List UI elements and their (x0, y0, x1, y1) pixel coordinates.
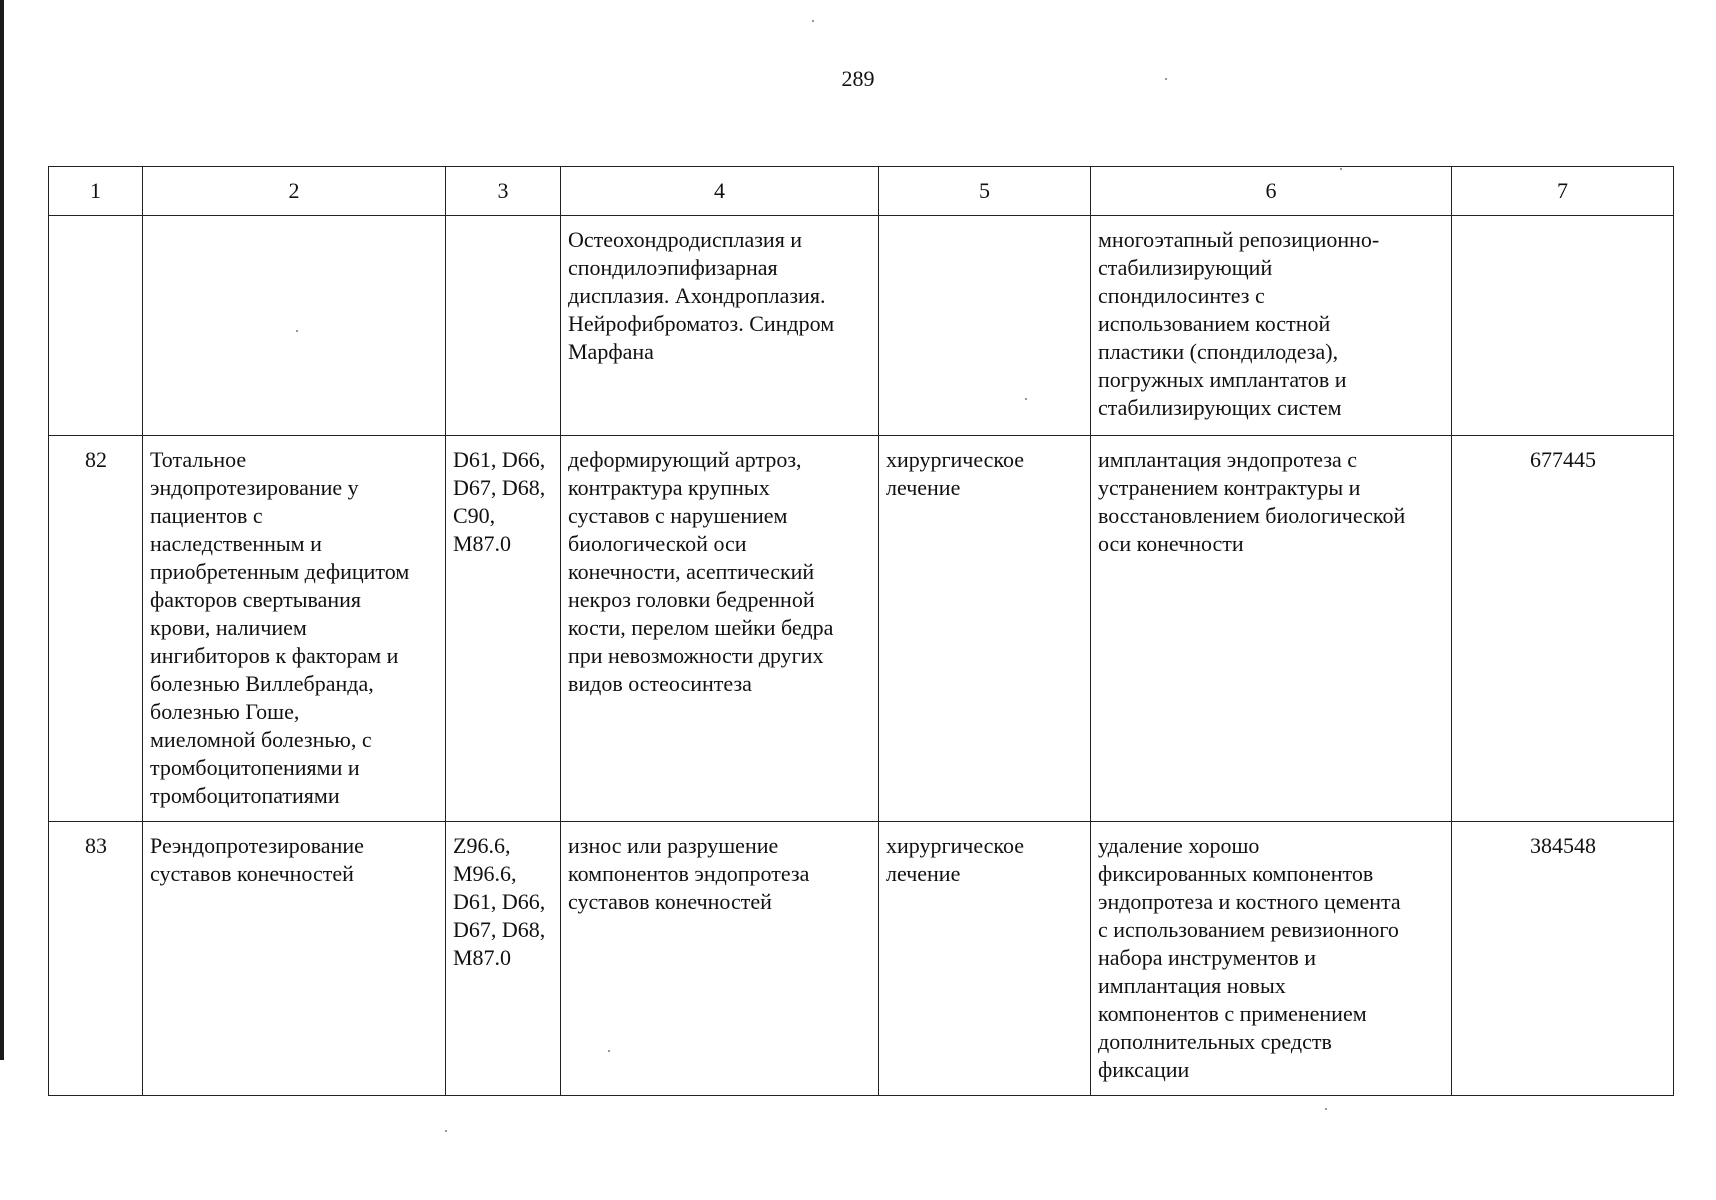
text-line: дисплазия. Ахондроплазия. (568, 283, 826, 308)
text-line: D67, D68, (453, 475, 546, 500)
text-line: фиксированных компонентов (1098, 861, 1374, 886)
text-line: устранением контрактуры и (1098, 475, 1361, 500)
cell-name (143, 822, 446, 1096)
cell-number: 83 (49, 822, 143, 1096)
page-number: 289 (841, 66, 875, 91)
text-line: износ или разрушение (568, 833, 779, 858)
text-line: с использованием ревизионного (1098, 917, 1399, 942)
cell-diagnosis (561, 822, 879, 1096)
text-line: компонентов с применением (1098, 1001, 1367, 1026)
text-line: болезнью Гоше, (150, 699, 300, 724)
text-line: Тотальное (150, 447, 247, 472)
scan-speck (1325, 1108, 1327, 1110)
text-line: имплантация эндопротеза с (1098, 447, 1358, 472)
text-line: тромбоцитопениями и (150, 755, 360, 780)
text-line: пациентов с (150, 503, 263, 528)
column-header-5: 5 (879, 167, 1091, 216)
text-line: многоэтапный репозиционно- (1098, 227, 1380, 252)
cell-cost (1452, 216, 1674, 436)
scan-speck (296, 330, 298, 332)
text-line: набора инструментов и (1098, 945, 1317, 970)
cell-codes (446, 436, 561, 822)
text-line: оси конечности (1098, 531, 1244, 556)
text-line: суставов конечностей (150, 861, 354, 886)
column-header-2: 2 (143, 167, 446, 216)
text-line: M96.6, (453, 861, 517, 886)
cell-cost: 677445 (1452, 436, 1674, 822)
column-header-6: 6 (1091, 167, 1452, 216)
text-line: суставов с нарушением (568, 503, 788, 528)
cell-method (1091, 216, 1452, 436)
text-line: эндопротеза и костного цемента (1098, 889, 1401, 914)
text-line: контрактура крупных (568, 475, 770, 500)
text-line: пластики (спондилодеза), (1098, 339, 1339, 364)
table-row (49, 216, 1674, 436)
text-line: имплантация новых (1098, 973, 1286, 998)
table-row (49, 822, 1674, 1096)
text-line: факторов свертывания (150, 587, 362, 612)
text-line: биологической оси (568, 531, 747, 556)
text-line: приобретенным дефицитом (150, 559, 410, 584)
text-line: удаление хорошо (1098, 833, 1260, 858)
text-line: спондилосинтез с (1098, 283, 1265, 308)
table-row (49, 436, 1674, 822)
scan-speck (445, 1130, 447, 1132)
cell-method (1091, 436, 1452, 822)
text-line: Нейрофиброматоз. Синдром (568, 311, 835, 336)
cell-codes (446, 216, 561, 436)
text-line: Марфана (568, 339, 654, 364)
cell-diagnosis (561, 216, 879, 436)
column-number-row (49, 167, 1674, 216)
text-line: суставов конечностей (568, 889, 772, 914)
cell-treatment (879, 216, 1091, 436)
scan-speck (608, 1050, 610, 1052)
text-line: погружных имплантатов и (1098, 367, 1347, 392)
text-line: C90, (453, 503, 496, 528)
text-line: тромбоцитопатиями (150, 783, 340, 808)
cell-number (49, 216, 143, 436)
text-line: восстановлением биологической (1098, 503, 1406, 528)
text-line: конечности, асептический (568, 559, 815, 584)
text-line: кости, перелом шейки бедра (568, 615, 834, 640)
text-line: M87.0 (453, 531, 512, 556)
text-line: хирургическое (886, 447, 1025, 472)
text-line: D67, D68, (453, 917, 546, 942)
text-line: миеломной болезнью, с (150, 727, 372, 752)
text-line: Остеохондродисплазия и (568, 227, 803, 252)
text-line: хирургическое (886, 833, 1025, 858)
text-line: при невозможности других (568, 643, 824, 668)
text-line: Реэндопротезирование (150, 833, 364, 858)
cell-number: 82 (49, 436, 143, 822)
text-line: некроз головки бедренной (568, 587, 815, 612)
text-line: стабилизирующий (1098, 255, 1273, 280)
text-line: деформирующий артроз, (568, 447, 802, 472)
scan-edge (0, 0, 4, 1060)
text-line: ингибиторов к факторам и (150, 643, 399, 668)
text-line: болезнью Виллебранда, (150, 671, 374, 696)
text-line: эндопротезирование у (150, 475, 359, 500)
column-header-4: 4 (561, 167, 879, 216)
scan-speck (1340, 168, 1342, 170)
cell-codes (446, 822, 561, 1096)
cell-name (143, 216, 446, 436)
cell-name (143, 436, 446, 822)
text-line: фиксации (1098, 1057, 1190, 1082)
text-line: стабилизирующих систем (1098, 395, 1342, 420)
column-header-3: 3 (446, 167, 561, 216)
text-line: наследственным и (150, 531, 322, 556)
cell-method (1091, 822, 1452, 1096)
text-line: видов остеосинтеза (568, 671, 752, 696)
text-line: лечение (886, 475, 961, 500)
cell-treatment (879, 822, 1091, 1096)
scan-speck (1025, 398, 1027, 400)
scan-speck (812, 20, 814, 22)
text-line: M87.0 (453, 945, 512, 970)
text-line: крови, наличием (150, 615, 307, 640)
text-line: дополнительных средств (1098, 1029, 1332, 1054)
text-line: спондилоэпифизарная (568, 255, 778, 280)
column-header-1: 1 (49, 167, 143, 216)
scan-speck (1165, 78, 1167, 80)
text-line: D61, D66, (453, 889, 546, 914)
text-line: компонентов эндопротеза (568, 861, 810, 886)
cell-diagnosis (561, 436, 879, 822)
cell-treatment (879, 436, 1091, 822)
text-line: Z96.6, (453, 833, 511, 858)
cell-cost: 384548 (1452, 822, 1674, 1096)
text-line: лечение (886, 861, 961, 886)
services-table (48, 166, 1674, 1096)
text-line: использованием костной (1098, 311, 1331, 336)
column-header-7: 7 (1452, 167, 1674, 216)
text-line: D61, D66, (453, 447, 546, 472)
